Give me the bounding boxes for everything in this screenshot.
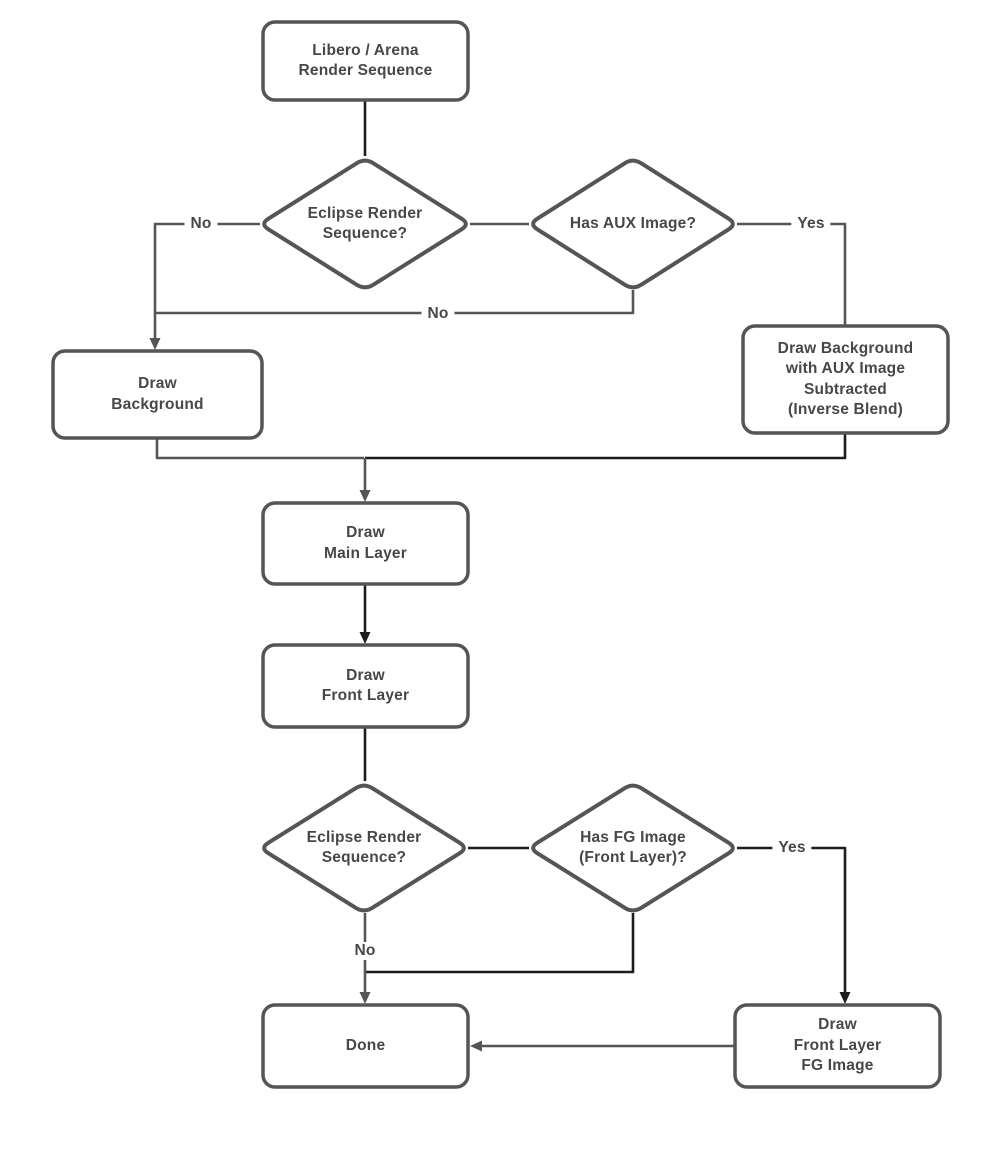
draw-background-aux-node-label: Draw Background with AUX Image Subtracted (Inverse Blend) bbox=[777, 339, 914, 418]
connector-fg-no-to-join bbox=[366, 913, 633, 972]
decision-aux-shape bbox=[533, 161, 733, 288]
draw-background-node-label: Draw Background bbox=[111, 375, 204, 413]
decision-eclipse2-shape bbox=[264, 786, 464, 911]
arrowheads bbox=[150, 338, 851, 1052]
draw-front-node-label: Draw Front Layer bbox=[321, 666, 410, 704]
edge-label-fg-yes: Yes bbox=[772, 839, 811, 857]
decision-eclipse1-label: Eclipse Render Sequence? bbox=[307, 204, 423, 242]
connectors bbox=[155, 100, 845, 1046]
node-shapes bbox=[53, 22, 948, 1087]
edge-label-aux-no: No bbox=[421, 305, 454, 323]
start-node-shape bbox=[263, 22, 468, 100]
connector-aux-no-to-join bbox=[155, 290, 633, 313]
arrowhead-into-draw-main-icon bbox=[360, 490, 371, 502]
draw-front-fg-node-label: Draw Front Layer FG Image bbox=[793, 1016, 882, 1075]
draw-background-node-shape bbox=[53, 351, 262, 438]
connector-aux-yes-to-draw-background-aux bbox=[737, 224, 845, 327]
arrowhead-into-draw-front-fg-icon bbox=[840, 992, 851, 1004]
draw-front-fg-node-shape bbox=[735, 1005, 940, 1087]
connector-eclipse1-no-to-draw-background bbox=[155, 224, 260, 341]
edge-label-aux-yes: Yes bbox=[791, 215, 830, 233]
done-node-shape bbox=[263, 1005, 468, 1087]
arrowhead-into-draw-front-icon bbox=[360, 632, 371, 644]
start-node-label: Libero / Arena Render Sequence bbox=[298, 41, 433, 79]
done-node-label: Done bbox=[345, 1036, 386, 1054]
decision-eclipse1-shape bbox=[264, 161, 466, 288]
connector-draw-background-aux-to-merge bbox=[365, 432, 845, 458]
connector-fg-yes-to-draw-front-fg bbox=[737, 848, 845, 994]
edge-label-eclipse2-no: No bbox=[348, 942, 381, 960]
decision-fg-shape bbox=[533, 786, 733, 911]
draw-main-node-label: Draw Main Layer bbox=[324, 524, 407, 562]
arrowhead-into-done-top-icon bbox=[360, 992, 371, 1004]
draw-front-node-shape bbox=[263, 645, 468, 727]
decision-fg-label: Has FG Image (Front Layer)? bbox=[579, 828, 687, 866]
decision-aux-label: Has AUX Image? bbox=[569, 214, 697, 232]
arrowhead-into-done-right-icon bbox=[470, 1041, 482, 1052]
draw-background-aux-node-shape bbox=[743, 326, 948, 433]
draw-main-node-shape bbox=[263, 503, 468, 584]
arrowhead-into-draw-background-icon bbox=[150, 338, 161, 350]
decision-eclipse2-label: Eclipse Render Sequence? bbox=[306, 828, 422, 866]
edge-label-eclipse1-no: No bbox=[184, 215, 217, 233]
